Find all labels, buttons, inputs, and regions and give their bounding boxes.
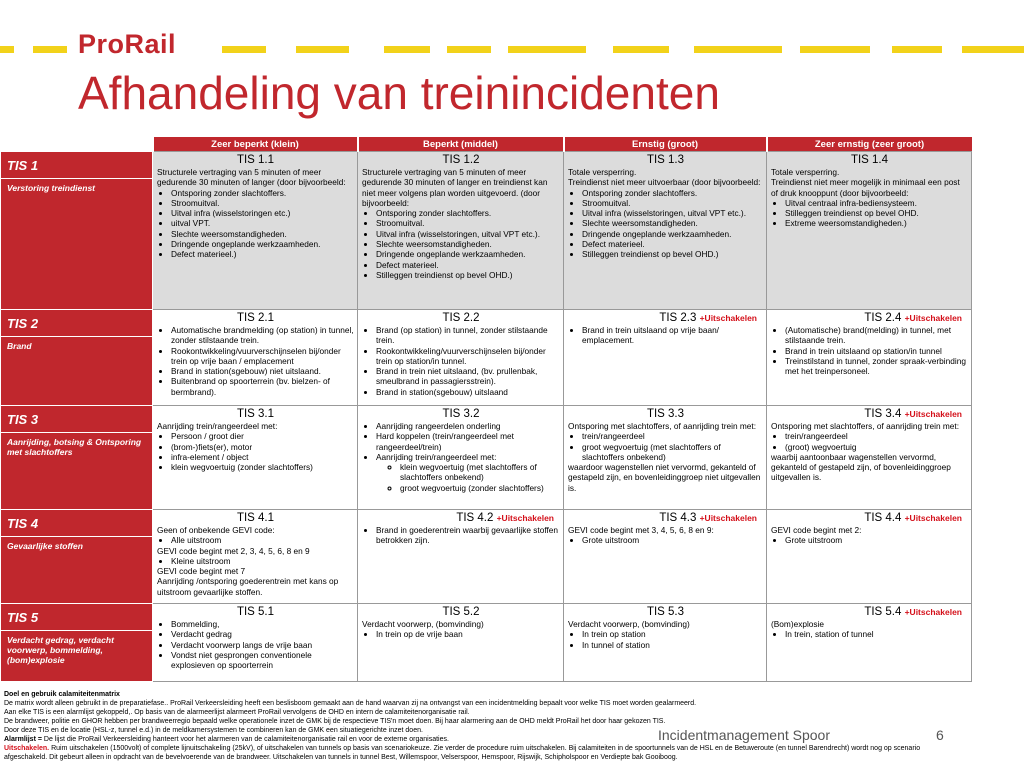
cell-list [568,629,763,650]
cell-list [157,556,354,566]
cell-bullet: • Stroomuitval. [376,218,560,228]
cell-code-text: TIS 1.1 [236,154,275,166]
cell-bullet: • In trein, station of tunnel [785,629,968,639]
row-title: TIS 4 [1,510,152,537]
cell-list [362,421,560,493]
cell-bullet: • Kleine uitstroom [171,556,354,566]
cell-bullet: • Alle uitstroom [171,535,354,545]
cell-code [362,408,560,421]
cell-code-text: TIS 5.1 [236,606,275,618]
cell-bullet: • Aanrijding rangeerdelen onderling [376,421,560,431]
cell-code-text: TIS 5.2 [442,606,480,618]
cell-code-text: TIS 4.3 [659,512,697,524]
row-header [1,152,153,310]
cell-code-text: TIS 3.1 [236,408,275,420]
page-number: 6 [936,727,944,743]
matrix-row [1,604,972,682]
cell-bullet: • Rookontwikkeling/vuurverschijnselen bij/onder trein op vrije baan / emplacement [171,346,354,367]
cell-bullet: • Treinstilstand in tunnel, zonder spraak-verbinding met het treinpersoneel. [785,356,968,377]
cell-text: GEVI code begint met 3, 4, 5, 6, 8 en 9: [568,525,714,535]
cell-code [568,606,763,619]
cell-bullet: • klein wegvoertuig (zonder slachtoffers) [171,462,354,472]
cell-bullet: • In trein op station [582,629,763,639]
cell-bullet: • Defect materieel. [376,260,560,270]
uitschakelen-label: +Uitschakelen [699,513,757,523]
column-header: Zeer ernstig (zeer groot) [767,137,972,152]
cell-code [568,312,763,325]
cell-list [771,198,968,229]
uitschakelen-label: +Uitschakelen [904,607,962,617]
cell-bullet: • Stroomuitval. [171,198,354,208]
cell-code [157,512,354,525]
cell-list [362,325,560,397]
cell-text: Totale versperring. [771,167,840,177]
cell-bullet: • Slechte weersomstandigheden. [171,229,354,239]
row-subtitle: Gevaarlijke stoffen [7,541,83,551]
footer-line: Door deze TIS en de locatie (HSL-z, tunnel e.d.) in de meldkamersystemen te combineren kan de GMK een situatiegerichte inzet doen. [4,727,423,734]
matrix-row [1,152,972,310]
matrix-row [1,406,972,510]
row-title: TIS 1 [1,152,152,179]
column-header: Ernstig (groot) [564,137,767,152]
cell-bullet: • Dringende ongeplande werkzaamheden. [582,229,763,239]
cell-code-text: TIS 4.1 [236,512,275,524]
cell-list [362,208,560,280]
cell-bullet: • trein/rangeerdeel [785,431,968,441]
row-title: TIS 3 [1,406,152,433]
footer-uitschakelen-cont: afgeschakeld. Dit gebeurt alleen in opdracht van de bevelvoerende van de brandweer. Uitschakelen van tunnels in tunnel Best, Willemspoor, Velserspoor, Hemspoor, Rijswijk, Schipholspoor en Verdiepte bak Gooiboog. [4,754,678,761]
cell-bullet: • Brand (op station) in tunnel, zonder stilstaande trein. [376,325,560,346]
cell-bullet: • Dringende ongeplande werkzaamheden. [376,249,560,259]
cell-list [157,535,354,545]
cell-code [771,154,968,167]
footer-alarm: Alarmlijst = De lijst die ProRail Verkeersleiding hanteert voor het alarmeren van de calamiteitenorganisatie rail en voor de externe organisaties. [4,736,449,743]
row-subtitle: Aanrijding, botsing & Ontsporing met slachtoffers [7,437,142,457]
cell-list [157,325,354,397]
cell-bullet: • Automatische brandmelding (op station) in tunnel, zonder stilstaande trein. [171,325,354,346]
cell-bullet: • Grote uitstroom [582,535,763,545]
row-subtitle: Verdacht gedrag, verdacht voorwerp, bommelding, (bom)explosie [7,635,114,665]
row-header [1,310,153,406]
uitschakelen-label: +Uitschakelen [496,513,554,523]
matrix-cell [153,310,358,406]
cell-bullet: • Brand in trein uitslaand op station/in tunnel [785,346,968,356]
column-header: Beperkt (middel) [358,137,564,152]
incident-matrix [0,137,971,682]
cell-bullet: • Stilleggen treindienst op bevel OHD.) [376,270,560,280]
cell-bullet: • Uitval infra (wisselstoringen, uitval VPT etc.). [376,229,560,239]
cell-bullet: • Vondst niet gesprongen conventionele explosieven op spoorterrein [171,650,354,671]
cell-code-text: TIS 2.3 [659,312,697,324]
cell-list [568,535,763,545]
cell-code-text: TIS 2.2 [442,312,480,324]
cell-bullet: • uitval VPT. [171,218,354,228]
row-title: TIS 2 [1,310,152,337]
cell-code [771,512,968,525]
cell-bullet: • Bommelding, [171,619,354,629]
cell-text: waarbij aantoonbaar wagenstellen vervormd, gekanteld of gestapeld zijn, of bovenleidinggroep uitgevallen is. [771,451,951,483]
footer-line: De brandweer, politie en GHOR hebben per brandweerregio bepaald welke operationele inzet de GMK bij de respectieve TIS'n moet doen. Bij haar alarmering aan de OHD meldt ProRail het door haar gekozen TIS. [4,718,666,725]
cell-bullet: • infra-element / object [171,452,354,462]
cell-bullet: • In trein op de vrije baan [376,629,560,639]
cell-bullet: • Grote uitstroom [785,535,968,545]
cell-code-text: TIS 1.2 [442,154,480,166]
cell-list [568,188,763,260]
cell-code [568,512,763,525]
prorail-logo: ProRail [78,29,177,59]
cell-bullet: • (groot) wegvoertuig [785,442,968,452]
matrix-cell [153,406,358,510]
cell-list [771,431,968,452]
cell-bullet: • Stilleggen treindienst op bevel OHD.) [582,249,763,259]
footer-notes [4,690,1004,762]
matrix-cell [358,310,564,406]
cell-code [157,606,354,619]
cell-text: Aanrijding /ontsporing goederentrein met kans op uitstroom gevaarlijke stoffen. [157,576,339,597]
cell-bullet: • Persoon / groot dier [171,431,354,441]
cell-list [362,525,560,546]
cell-code-text: TIS 1.3 [646,154,685,166]
cell-bullet: • Dringende ongeplande werkzaamheden. [171,239,354,249]
cell-bullet: • (brom-)fiets(er), motor [171,442,354,452]
cell-code-text: TIS 4.2 [456,512,494,524]
cell-text: Totale versperring. [568,167,637,177]
cell-code [362,512,560,525]
cell-code [362,606,560,619]
corner-cell [1,137,153,152]
cell-code-text: TIS 3.3 [646,408,685,420]
matrix-cell [358,406,564,510]
matrix-cell [564,604,767,682]
cell-code-text: TIS 5.3 [646,606,685,618]
cell-text: Verdacht voorwerp, (bomvinding) [568,619,690,629]
cell-bullet: • Verdacht gedrag [171,629,354,639]
cell-bullet: • Slechte weersomstandigheden. [582,218,763,228]
cell-bullet: • Hard koppelen (trein/rangeerdeel met rangeerdeel/trein) [376,431,560,452]
cell-code [157,312,354,325]
cell-bullet: • Ontsporing zonder slachtoffers. [376,208,560,218]
cell-bullet: • Uitval infra (wisselstoringen etc.) [171,208,354,218]
cell-bullet: • Extreme weersomstandigheden.) [785,218,968,228]
cell-bullet: • Stilleggen treindienst op bevel OHD. [785,208,968,218]
cell-code-text: TIS 5.4 [864,606,902,618]
cell-text: Structurele vertraging van 5 minuten of meer gedurende 30 minuten of langer (door bijvoorbeeld: [157,167,346,188]
cell-bullet: • Brand in trein uitslaand op vrije baan/ emplacement. [582,325,763,346]
uitschakelen-label: +Uitschakelen [699,313,757,323]
matrix-cell [564,406,767,510]
cell-code-text: TIS 3.2 [442,408,480,420]
cell-text: Geen of onbekende GEVI code: [157,525,275,535]
brand-footer: Incidentmanagement Spoor [658,727,830,743]
cell-sublist [376,462,560,493]
row-header [1,406,153,510]
cell-text: Treindienst niet meer mogelijk in minimaal een post of druk knooppunt (door bijvoorbeeld: [771,177,960,198]
cell-code-text: TIS 2.4 [864,312,902,324]
matrix-cell [153,604,358,682]
cell-list [771,535,968,545]
cell-text: Aanrijding trein/rangeerdeel met: [157,421,278,431]
cell-code [157,408,354,421]
matrix-cell [564,510,767,604]
matrix-cell [564,310,767,406]
cell-text: Treindienst niet meer uitvoerbaar (door bijvoorbeeld: [568,177,761,188]
cell-text: Ontsporing met slachtoffers, of aanrijding trein met: [568,421,757,431]
cell-list [771,629,968,639]
matrix-cell [358,604,564,682]
cell-text: Ontsporing met slachtoffers, of aanrijding trein met: [771,421,960,431]
row-header [1,604,153,682]
cell-bullet: • Uitval centraal infra-bediensysteem. [785,198,968,208]
cell-text: (Bom)explosie [771,619,825,629]
matrix-cell [153,152,358,310]
cell-code [771,408,968,421]
matrix-cell [767,310,972,406]
cell-list [362,629,560,639]
cell-text: Structurele vertraging van 5 minuten of meer gedurende 30 minuten of langer en treindienst kan niet meer volgens plan worden uitgevoerd. (door bijvoorbeeld: [362,167,548,208]
cell-bullet: • groot wegvoertuig (met slachtoffers of slachtoffers onbekend) [582,442,763,463]
cell-bullet: • Defect materieel.) [171,249,354,259]
uitschakelen-label: +Uitschakelen [904,313,962,323]
cell-text: Verdacht voorwerp, (bomvinding) [362,619,484,629]
cell-list [771,325,968,376]
page-title: Afhandeling van treinincidenten [78,67,720,119]
cell-code [771,312,968,325]
cell-code [157,154,354,167]
row-subtitle: Brand [7,341,32,351]
matrix-cell [153,510,358,604]
cell-bullet: • Slechte weersomstandigheden. [376,239,560,249]
matrix-row [1,310,972,406]
cell-bullet: • trein/rangeerdeel [582,431,763,441]
column-header: Zeer beperkt (klein) [153,137,358,152]
cell-bullet: • (Automatische) brand(melding) in tunnel, met stilstaande trein. [785,325,968,346]
matrix-cell [767,510,972,604]
matrix-cell [564,152,767,310]
uitschakelen-label: +Uitschakelen [904,513,962,523]
cell-list [157,431,354,472]
cell-code-text: TIS 2.1 [236,312,275,324]
cell-code [771,606,968,619]
cell-list [568,325,763,346]
matrix-cell [358,510,564,604]
matrix-cell [767,604,972,682]
cell-list [568,431,763,462]
cell-bullet: • In tunnel of station [582,640,763,650]
cell-code-text: TIS 3.4 [864,408,902,420]
cell-bullet: • Defect materieel. [582,239,763,249]
cell-code [362,312,560,325]
cell-bullet: • Stroomuitval. [582,198,763,208]
cell-bullet: • Buitenbrand op spoorterrein (bv. bielzen- of bermbrand). [171,376,354,397]
cell-bullet: • Ontsporing zonder slachtoffers. [171,188,354,198]
matrix-cell [358,152,564,310]
row-title: TIS 5 [1,604,152,631]
matrix-cell [767,152,972,310]
cell-text: GEVI code begint met 2: [771,525,862,535]
cell-text: GEVI code begint met 2, 3, 4, 5, 6, 8 en 9 [157,545,310,556]
cell-list [157,619,354,670]
cell-text: GEVI code begint met 7 [157,566,246,577]
footer-line: Aan elke TIS is een alarmlijst gekoppeld,. Op basis van de alarmeerlijst alarmeert ProRail vervolgens de OHD en intern de calamiteitenorganisatie rail. [4,709,470,716]
matrix-row [1,510,972,604]
cell-bullet: • Rookontwikkeling/vuurverschijnselen bij/onder trein op station/in tunnel. [376,346,560,367]
cell-bullet: • Ontsporing zonder slachtoffers. [582,188,763,198]
cell-code [362,154,560,167]
cell-bullet: • Brand in station(sgebouw) uitslaand [376,387,560,397]
cell-bullet: • Brand in station(sgebouw) niet uitslaand. [171,366,354,376]
cell-bullet: • Brand in goederentrein waarbij gevaarlijke stoffen betrokken zijn. [376,525,560,546]
cell-bullet: • Aanrijding trein/rangeerdeel met: [376,452,560,462]
uitschakelen-label: +Uitschakelen [904,409,962,419]
cell-code-text: TIS 4.4 [864,512,902,524]
matrix-cell [767,406,972,510]
cell-code [568,408,763,421]
cell-code [568,154,763,167]
row-header [1,510,153,604]
cell-bullet: • Brand in trein niet uitslaand, (bv. prullenbak, smeulbrand in passagiersstrein). [376,366,560,387]
footer-uitschakelen: Uitschakelen. Ruim uitschakelen (1500volt) of complete lijnuitschakeling (25kV), of uitschakelen van tunnels op basis van scenariokeuze. Zie verder de procedure ruim uitschakelen. Bij calamiteiten in de spoortunnels van de HSL en de Betuweroute (en tunnel Barendrecht) wordt nog op scenario [4,745,921,752]
cell-list [157,188,354,260]
cell-code-text: TIS 1.4 [850,154,889,166]
footer-heading: Doel en gebruik calamiteitenmatrix [4,691,120,698]
cell-text: waardoor wagenstellen niet vervormd, gekanteld of gestapeld zijn, en bovenleidinggroep niet uitgevallen is. [568,462,761,493]
cell-bullet: • Verdacht voorwerp langs de vrije baan [171,640,354,650]
cell-bullet: • Uitval infra (wisselstoringen, uitval VPT etc.). [582,208,763,218]
footer-line: De matrix wordt alleen gebruikt in de preparatiefase.. ProRail Verkeersleiding heeft een beslisboom gemaakt aan de hand waarvan zij na ontvangst van een incidentmelding bepaalt voor welke TIS moet worden gealarmeerd. [4,700,697,707]
row-subtitle: Verstoring treindienst [7,183,96,193]
cell-subbullet: ◦ klein wegvoertuig (met slachtoffers of slachtoffers onbekend) [400,462,560,483]
cell-subbullet: ◦ groot wegvoertuig (zonder slachtoffers) [400,483,560,493]
